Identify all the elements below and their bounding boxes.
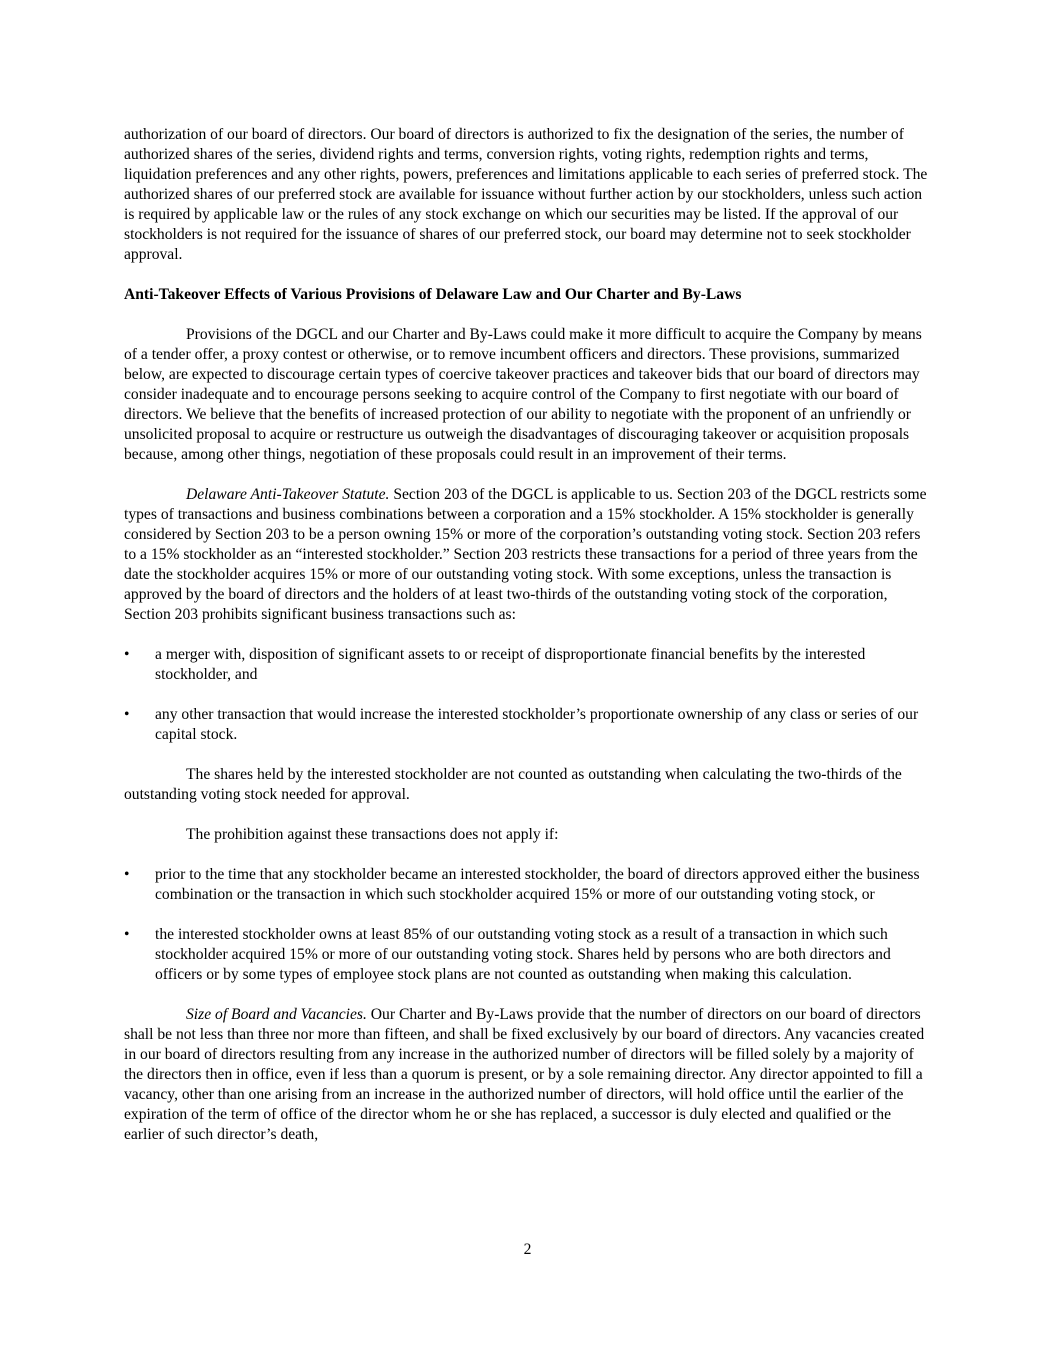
list-item-text: a merger with, disposition of significant assets to or receipt of disproportionate financial benefits by the interested stockholder, and xyxy=(155,646,866,683)
section-heading: Anti-Takeover Effects of Various Provisions of Delaware Law and Our Charter and By-Laws xyxy=(124,286,742,303)
paragraph-board-size-vacancies xyxy=(124,1005,934,1145)
list-item xyxy=(124,645,934,685)
list-item xyxy=(124,705,934,745)
list-item-text: prior to the time that any stockholder became an interested stockholder, the board of directors approved either the business combination or the transaction in which such stockholder acquired 15% or more of our outstanding voting stock, or xyxy=(155,866,920,903)
paragraph-preferred-stock-authorization: authorization of our board of directors. Our board of directors is authorized to fix the designation of the series, the number of authorized shares of the series, dividend rights and terms, conversion rights, voting rights, redemption rights and terms, liquidation preferences and any other rights, powers, preferences and limitations applicable to each series of preferred stock. The authorized shares of our preferred stock are available for issuance without further action by our stockholders, unless such action is required by applicable law or the rules of any stock exchange on which our securities may be listed. If the approval of our stockholders is not required for the issuance of shares of our preferred stock, our board may determine not to seek stockholder approval. xyxy=(124,126,928,263)
list-item xyxy=(124,865,934,905)
delaware-statute-lead: Delaware Anti-Takeover Statute. xyxy=(186,486,390,503)
document-page xyxy=(124,125,934,1165)
delaware-statute-body: Section 203 of the DGCL is applicable to us. Section 203 of the DGCL restricts some types of transactions and business combinations between a corporation and a 15% stockholder. A 15% stockholder is generally considered by Section 203 to be a person owning 15% or more of the corporation’s outstanding voting stock. Section 203 refers to a 15% stockholder as an “interested stockholder.” Section 203 restricts these transactions for a period of three years from the date the stockholder acquires 15% or more of our outstanding voting stock. With some exceptions, unless the transaction is approved by the board of directors and the holders of at least two-thirds of the outstanding voting stock of the corporation, Section 203 prohibits significant business transactions such as: xyxy=(124,486,927,623)
paragraph-dgcl-provisions: Provisions of the DGCL and our Charter and By-Laws could make it more difficult to acquire the Company by means of a tender offer, a proxy contest or otherwise, or to remove incumbent officers and directors. These provisions, summarized below, are expected to discourage certain types of coercive takeover practices and takeover bids that our board of directors may consider inadequate and to encourage persons seeking to acquire control of the Company to first negotiate with our board of directors. We believe that the benefits of increased protection of our ability to negotiate with the proponent of an unfriendly or unsolicited proposal to acquire or restructure us outweigh the disadvantages of discouraging takeover or acquisition proposals because, among other things, negotiation of these proposals could result in an improvement of their terms. xyxy=(124,326,922,463)
list-item xyxy=(124,925,934,985)
bullet-icon: • xyxy=(124,706,130,723)
bullet-icon: • xyxy=(124,646,130,663)
list-item-text: any other transaction that would increase the interested stockholder’s proportionate ownership of any class or series of our capital stock. xyxy=(155,706,919,743)
paragraph-prohibition-exceptions: The prohibition against these transactions does not apply if: xyxy=(186,826,559,843)
bullet-icon: • xyxy=(124,926,130,943)
paragraph-shares-not-counted: The shares held by the interested stockholder are not counted as outstanding when calculating the two-thirds of the outstanding voting stock needed for approval. xyxy=(124,766,902,803)
board-size-body: Our Charter and By-Laws provide that the number of directors on our board of directors shall be not less than three nor more than fifteen, and shall be fixed exclusively by our board of directors. Any vacancies created in our board of directors resulting from any increase in the authorized number of directors will be filled solely by a majority of the directors then in office, even if less than a quorum is present, or by a sole remaining director. Any director appointed to fill a vacancy, other than one arising from an increase in the authorized number of directors, will hold office until the earlier of the expiration of the term of office of the director whom he or she has replaced, a successor is duly elected and qualified or the earlier of such director’s death, xyxy=(124,1006,925,1143)
bullet-icon: • xyxy=(124,866,130,883)
paragraph-delaware-statute xyxy=(124,485,934,625)
list-item-text: the interested stockholder owns at least 85% of our outstanding voting stock as a result of a transaction in which such stockholder acquired 15% or more of our outstanding voting stock. Shares held by persons who are both directors and officers or by some types of employee stock plans are not counted as outstanding when making this calculation. xyxy=(155,926,891,983)
board-size-lead: Size of Board and Vacancies. xyxy=(186,1006,367,1023)
page-number: 2 xyxy=(523,1241,532,1258)
